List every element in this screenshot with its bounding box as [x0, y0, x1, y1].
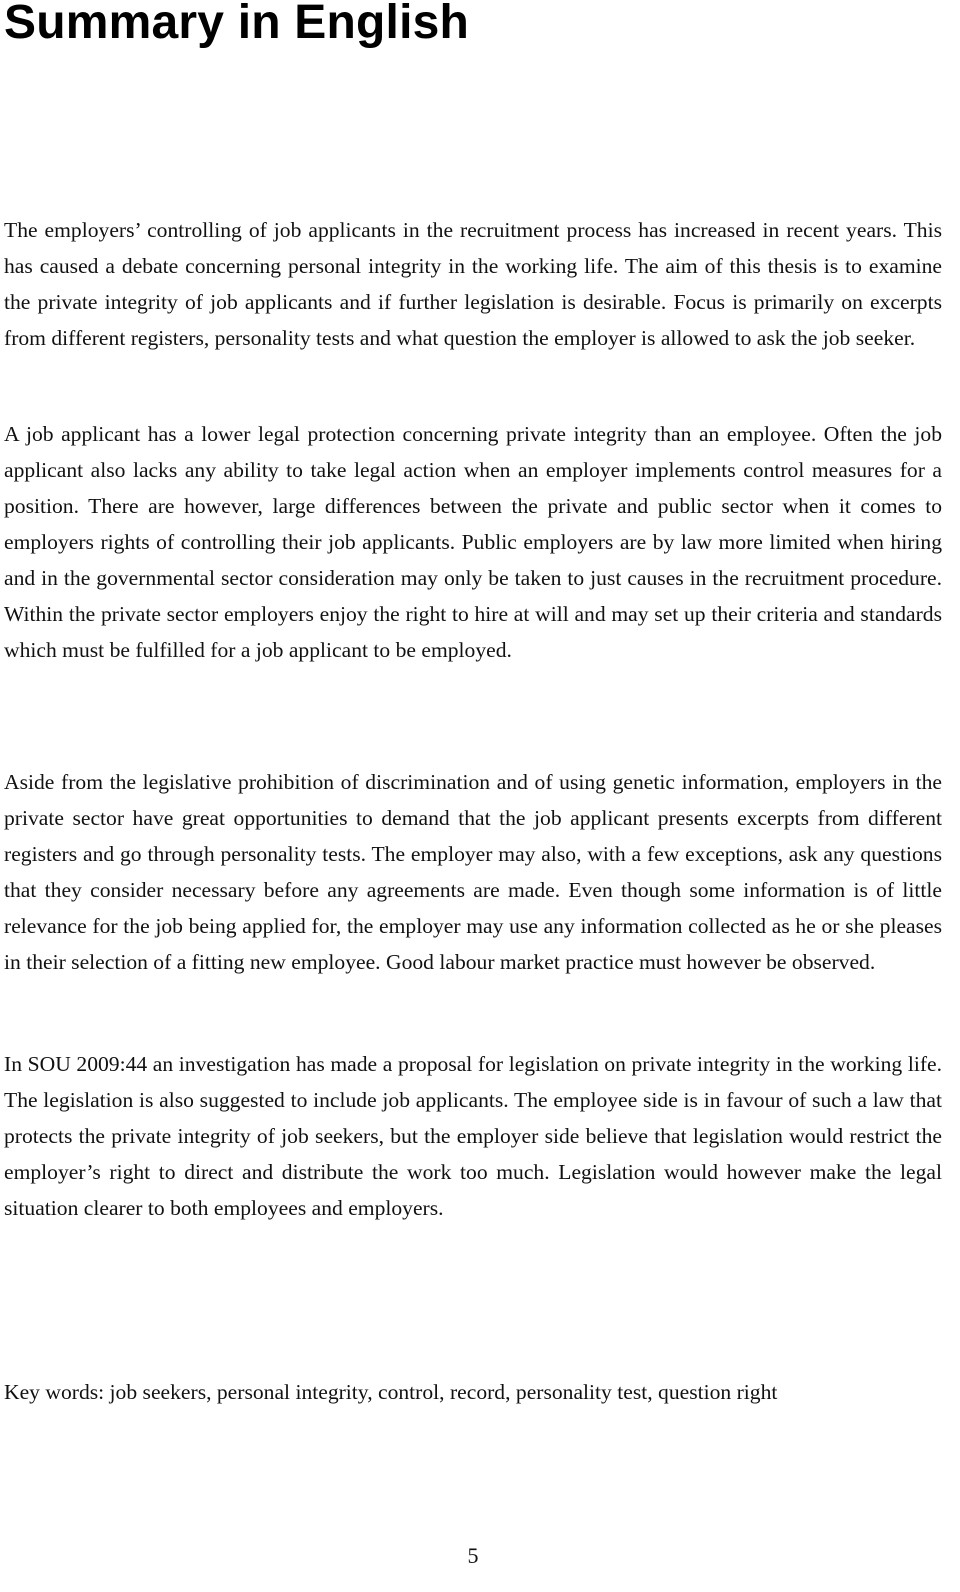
keywords-line: Key words: job seekers, personal integrity, control, record, personality test, question right	[4, 1380, 778, 1404]
summary-paragraph-3: Aside from the legislative prohibition of discrimination and of using genetic information, employers in the private sector have great opportunities to demand that the job applicant presents excerpts from different registers and go through personality tests. The employer may also, with a few exceptions, ask any questions that they consider necessary before any agreements are made. Even though some information is of little relevance for the job being applied for, the employer may use any information collected as he or she pleases in their selection of a fitting new employee. Good labour market practice must however be observed.	[4, 770, 942, 974]
summary-paragraph-1: The employers’ controlling of job applicants in the recruitment process has increased in recent years. This has caused a debate concerning personal integrity in the working life. The aim of this thesis is to examine the private integrity of job applicants and if further legislation is desirable. Focus is primarily on excerpts from different registers, personality tests and what question the employer is allowed to ask the job seeker.	[4, 218, 942, 350]
summary-paragraph-4: In SOU 2009:44 an investigation has made a proposal for legislation on private integrity in the working life. The legislation is also suggested to include job applicants. The employee side is in favour of such a law that protects the private integrity of job seekers, but the employer side believe that legislation would restrict the employer’s right to direct and distribute the work too much. Legislation would however make the legal situation clearer to both employees and employers.	[4, 1052, 942, 1220]
page-number: 5	[467, 1543, 479, 1568]
page-title: Summary in English	[4, 0, 470, 49]
summary-paragraph-2: A job applicant has a lower legal protection concerning private integrity than an employee. Often the job applicant also lacks any ability to take legal action when an employer implements control measures for a position. There are however, large differences between the private and public sector when it comes to employers rights of controlling their job applicants. Public employers are by law more limited when hiring and in the governmental sector consideration may only be taken to just causes in the recruitment procedure. Within the private sector employers enjoy the right to hire at will and may set up their criteria and standards which must be fulfilled for a job applicant to be employed.	[4, 422, 942, 662]
